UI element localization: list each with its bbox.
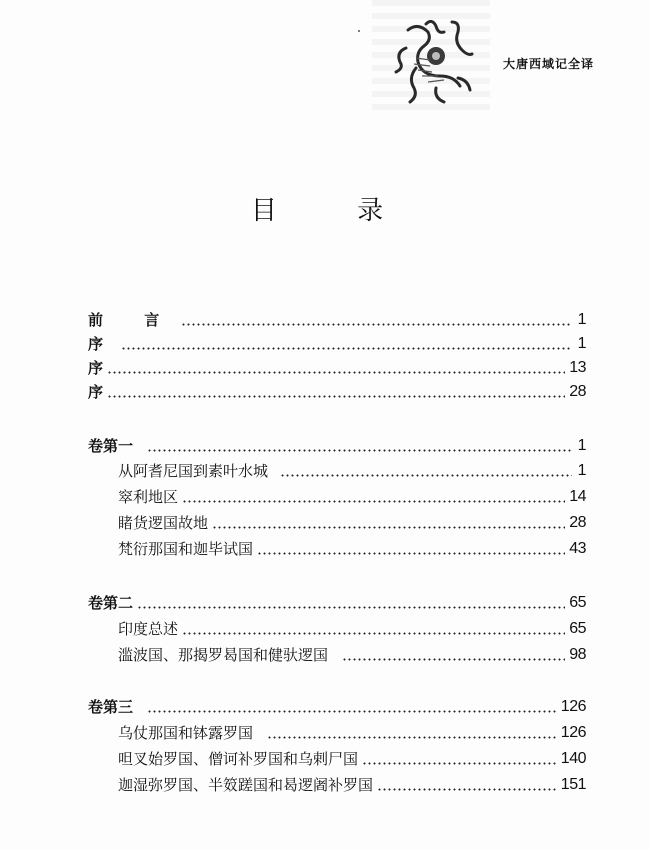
dot-leader — [342, 645, 565, 665]
toc-page-number: 43 — [569, 540, 586, 557]
toc-page-number: 65 — [569, 594, 586, 611]
toc-label: 卷第三 — [88, 698, 134, 716]
dot-leader — [280, 461, 572, 481]
toc-entry-section[interactable] — [118, 511, 586, 533]
toc-entry-section[interactable] — [118, 747, 586, 769]
toc-label: 卷第二 — [88, 594, 134, 612]
toc-label: 梵衍那国和迦毕试国 — [118, 540, 254, 558]
toc-entry-foreword-2[interactable] — [88, 356, 586, 378]
toc-entry-section[interactable] — [118, 537, 586, 559]
dot-leader — [107, 382, 565, 402]
dot-leader — [137, 593, 565, 613]
toc-page-number: 1 — [577, 335, 586, 352]
toc-label: 序 — [88, 383, 104, 401]
running-title: 大唐西域记全译 — [503, 57, 595, 71]
speck — [358, 30, 360, 32]
toc-label: 印度总述 — [118, 620, 179, 638]
toc-label: 前 言 — [88, 311, 178, 329]
toc-page-number: 28 — [569, 514, 586, 531]
toc-page-number: 14 — [569, 488, 586, 505]
toc-page-number: 126 — [560, 698, 586, 715]
toc-label: 呾叉始罗国、僧诃补罗国和乌剌尸国 — [118, 750, 359, 768]
toc-entry-foreword-3[interactable] — [88, 380, 586, 402]
dot-leader — [121, 334, 572, 354]
toc-label: 迦湿弥罗国、半笯蹉国和曷逻阇补罗国 — [118, 776, 374, 794]
toc-entry-volume-3[interactable] — [88, 695, 586, 717]
toc-entry-section[interactable] — [118, 485, 586, 507]
page-title: 目 录 — [250, 196, 420, 226]
toc-entry-section[interactable] — [118, 617, 586, 639]
toc-page-number: 1 — [577, 437, 586, 454]
toc-label: 卷第一 — [88, 437, 134, 455]
toc-page-number: 1 — [577, 311, 586, 328]
dot-leader — [182, 487, 565, 507]
dot-leader — [257, 539, 565, 559]
dot-leader — [212, 513, 565, 533]
toc-label: 窣利地区 — [118, 488, 179, 506]
dot-leader — [107, 358, 565, 378]
toc-entry-foreword-1[interactable] — [88, 332, 586, 354]
dot-leader — [267, 723, 557, 743]
toc-entry-section[interactable] — [118, 773, 586, 795]
toc-label: 乌仗那国和钵露罗国 — [118, 724, 254, 742]
toc-page-number: 1 — [577, 462, 586, 479]
dot-leader — [147, 697, 557, 717]
toc-entry-section[interactable] — [118, 721, 586, 743]
toc-page-number: 13 — [569, 359, 586, 376]
toc-label: 从阿耆尼国到素叶水城 — [118, 462, 269, 480]
dot-leader — [182, 619, 565, 639]
dot-leader — [377, 775, 557, 795]
dot-leader — [362, 749, 557, 769]
tiger-emblem-icon — [372, 0, 490, 112]
toc-page-number: 126 — [560, 724, 586, 741]
dot-leader — [147, 436, 572, 456]
toc-page-number: 98 — [569, 646, 586, 663]
dot-leader — [181, 310, 572, 330]
toc-page-number: 28 — [569, 383, 586, 400]
toc-label: 滥波国、那揭罗曷国和健驮逻国 — [118, 646, 329, 664]
toc-entry-volume-2[interactable] — [88, 591, 586, 613]
toc-label: 睹货逻国故地 — [118, 514, 209, 532]
toc-entry-section[interactable] — [118, 643, 586, 665]
toc-page-number: 151 — [560, 776, 586, 793]
toc-label: 序 — [88, 359, 104, 377]
toc-page-number: 65 — [569, 620, 586, 637]
toc-entry-section[interactable] — [118, 459, 586, 481]
toc-page-number: 140 — [560, 750, 586, 767]
toc-label: 序 — [88, 335, 104, 353]
toc-entry-volume-1[interactable] — [88, 434, 586, 456]
toc-entry-preface[interactable] — [88, 308, 586, 330]
tiger-icon — [386, 18, 478, 108]
